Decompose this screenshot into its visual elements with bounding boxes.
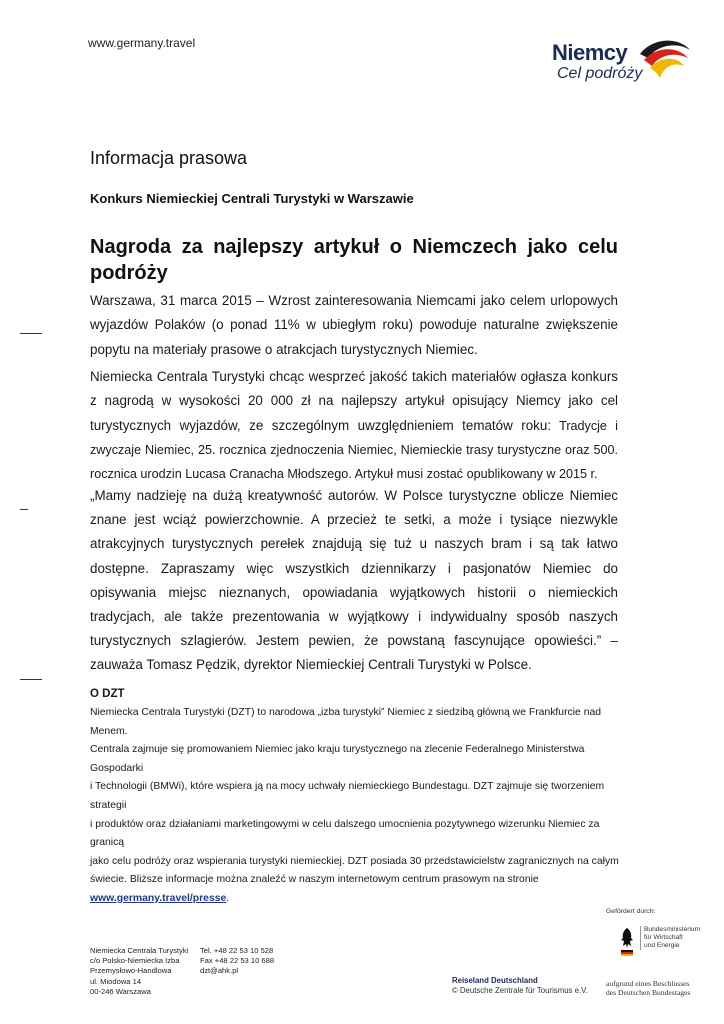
press-release-title: Informacja prasowa	[90, 148, 248, 168]
about-line: jako celu podróży oraz wspierania turystyki niemieckiej. DZT posiada 30 przedstawicielstw zagranicznych na całym	[90, 855, 619, 867]
about-body	[90, 704, 620, 909]
about-line: i Technologii (BMWi), które wspiera ją na mocy uchwały niemieckiego Bundestagu. DZT zajmuje się tworzeniem strategii	[90, 781, 605, 811]
about-line: Centrala zajmuje się promowaniem Niemiec jako kraju turystycznego na zlecenie Federalnego Ministerstwa Gospodarki	[90, 744, 585, 774]
address-line: 00-246 Warszawa	[90, 986, 151, 996]
paragraph-intro: Warszawa, 31 marca 2015 – Wzrost zainteresowania Niemcami jako celem urlopowych wyjazdów Polaków (o ponad 11% w ubiegłym roku) powoduje naturalne zwiększenie popytu na materiały prasowe o atrakcjach turystycznych Niemiec.	[90, 293, 618, 357]
federal-eagle-icon	[620, 926, 634, 956]
paragraph-contest-main: Niemiecka Centrala Turystyki chcąc wesprzeć jakość takich materiałów ogłasza konkurs z nagrodą w wysokości 20 000 zł na najlepszy artykuł opisujący Niemcy jako cel turystycznych wyjazdów, ze szczególnym uwzględnieniem tematów roku:	[90, 369, 618, 433]
ministry-line: für Wirtschaft	[644, 934, 683, 941]
presse-link[interactable]: www.germany.travel/presse	[90, 892, 227, 904]
reiseland-title: Reiseland Deutschland	[452, 976, 538, 985]
funded-by-label: Gefördert durch:	[606, 908, 656, 915]
about-line: świecie. Bliższe informacje można znaleźć w naszym internetowym centrum prasowym na stronie	[90, 874, 539, 886]
footer-contact	[200, 946, 274, 977]
fold-mark	[20, 679, 42, 680]
main-heading: Nagroda za najlepszy artykuł o Niemczech jako celu podróży	[90, 236, 618, 284]
logo-subtitle: Cel podróży	[557, 65, 643, 82]
header-url: www.germany.travel	[88, 36, 196, 50]
paragraph-contest-topics: Tradycje i zwyczaje Niemiec, 25. rocznica zjednoczenia Niemiec, Niemieckie trasy turystyczne oraz 500. rocznica urodzin Lucasa Cranacha Młodszego. Artykuł musi zostać opublikowany w 2015 r.	[90, 418, 618, 482]
bundestag-line: aufgrund eines Beschlusses	[606, 979, 690, 988]
ministry-line: Bundesministerium	[644, 926, 701, 933]
reiseland-logo	[452, 976, 588, 995]
punch-mark	[20, 509, 28, 510]
bundestag-note	[606, 979, 690, 998]
about-line: Niemiecka Centrala Turystyki (DZT) to narodowa „izba turystyki” Niemiec z siedzibą główną we Frankfurcie nad Menem.	[90, 707, 602, 737]
fax: Fax +48 22 53 10 688	[200, 956, 275, 966]
address-line: c/o Polsko-Niemiecka Izba	[90, 956, 180, 966]
about-link-line	[90, 890, 620, 909]
about-title: O DZT	[90, 688, 125, 700]
logo-title: Niemcy	[552, 40, 628, 65]
reiseland-copyright: © Deutsche Zentrale für Tourismus e.V.	[452, 985, 588, 995]
fold-mark	[20, 333, 42, 334]
ministry-line: und Energie	[644, 942, 680, 949]
subheading: Konkurs Niemieckiej Centrali Turystyki w Warszawie	[90, 191, 414, 206]
ministry-name	[640, 926, 700, 950]
niemcy-logo	[548, 34, 698, 94]
bundestag-line: des Deutschen Bundestages	[606, 988, 691, 998]
link-suffix: .	[226, 892, 230, 904]
address-line: Niemiecka Centrala Turystyki	[90, 946, 189, 955]
phone: Tel. +48 22 53 10 528	[200, 946, 274, 955]
address-line: ul. Miodowa 14	[90, 976, 142, 986]
swirl-logo-icon	[634, 34, 694, 90]
paragraph-contest	[90, 365, 618, 486]
footer-address	[90, 946, 188, 997]
email: dzt@ahk.pl	[200, 966, 239, 976]
address-line: Przemysłowo-Handlowa	[90, 966, 172, 976]
about-line: i produktów oraz działaniami marketingowymi w celu dalszego umocnienia pozytywnego wizerunku Niemiec za granicą	[90, 818, 600, 849]
paragraph-quote: „Mamy nadzieję na dużą kreatywność autorów. W Polsce turystyczne oblicze Niemiec znane jest wciąż powierzchownie. A przecież te setki, a może i tysiące niezwykle atrakcyjnych turystycznych perełek znajdują się tuż u naszych bram i są tak łatwo dostępne. Zapraszamy więc wszystkich dziennikarzy i pasjonatów Niemiec do opisywania miejsc nieznanych, opowiadania wyjątkowych historii o niemieckich tradycjach, ale także prezentowania w wyjątkowy i indywidualny sposób naszych turystycznych szlagierów. Jestem pewien, że powstaną fascynujące opowieści.” – zauważa Tomasz Pędzik, dyrektor Niemieckiej Centrali Turystyki w Polsce.	[90, 488, 618, 673]
